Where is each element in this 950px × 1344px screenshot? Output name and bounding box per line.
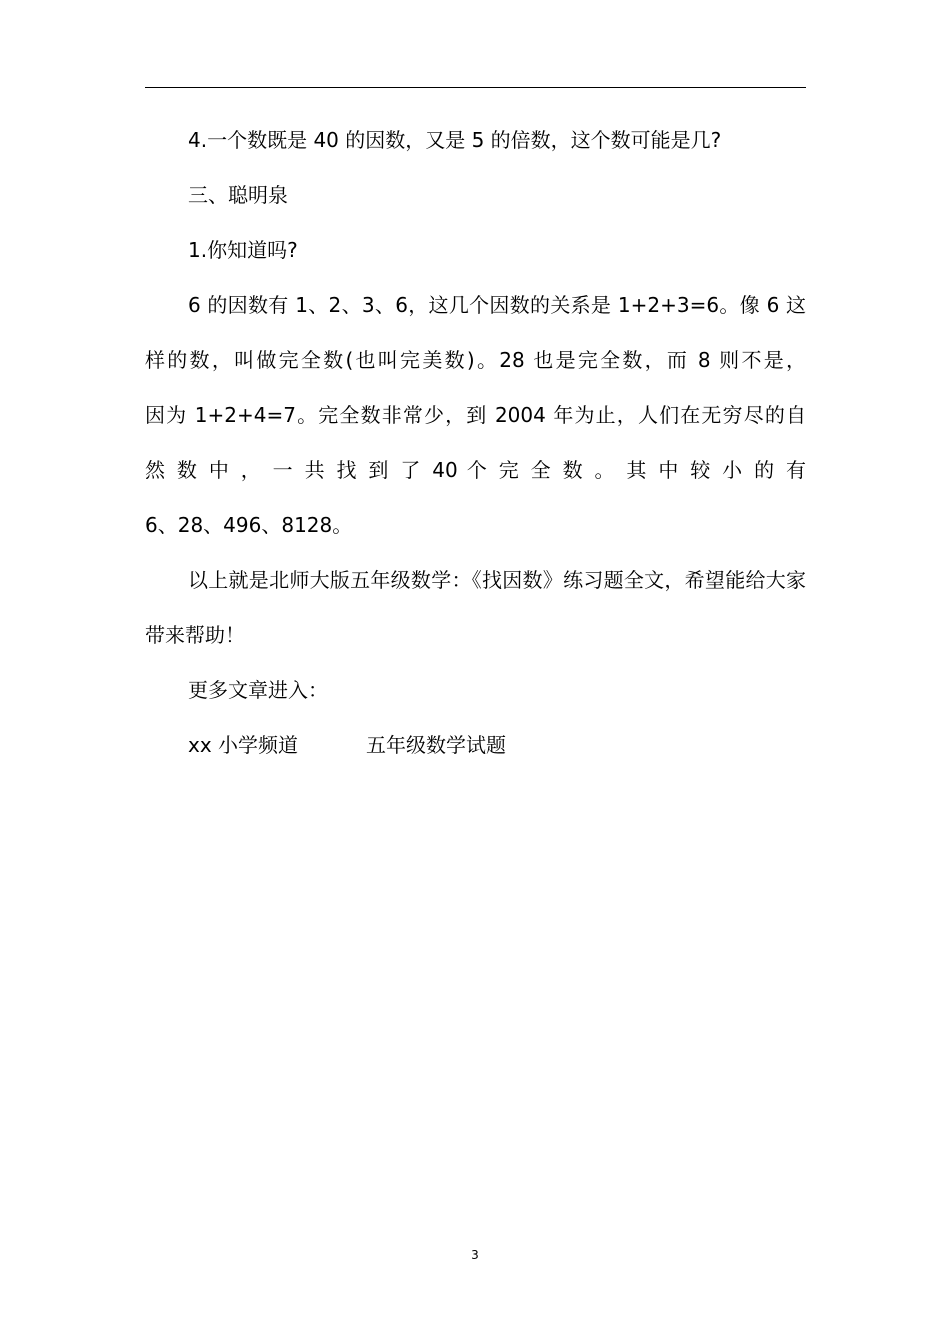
perfect-number-line-3: 因为 1+2+4=7。完全数非常少，到 2004 年为止，人们在无穷尽的自 [145, 403, 806, 427]
section-3-title: 三、聪明泉 [188, 183, 288, 207]
closing-paragraph: 以上就是北师大版五年级数学：《找因数》练习题全文，希望能给大家带来帮助！ [145, 568, 806, 647]
perfect-number-line-5: 6、28、496、8128。 [145, 513, 353, 537]
perfect-number-line-4: 然 数 中 ， 一 共 找 到 了 40 个 完 全 数 。 其 中 较 小 的 有 [145, 458, 806, 482]
more-articles-label: 更多文章进入： [188, 678, 328, 702]
perfect-number-line-2: 样的数，叫做完全数(也叫完美数)。28 也是完全数，而 8 则不是， [145, 348, 806, 372]
related-links [145, 718, 806, 773]
perfect-number-paragraph [145, 278, 806, 553]
page-number: 3 [471, 1248, 479, 1262]
link-grade-5-math-tests[interactable]: 五年级数学试题 [366, 733, 507, 757]
item-1-title: 1.你知道吗? [188, 238, 298, 262]
header-rule [145, 87, 806, 88]
question-4: 4.一个数既是 40 的因数，又是 5 的倍数，这个数可能是几? [188, 128, 722, 152]
document-body [145, 113, 806, 773]
perfect-number-line-1: 6 的因数有 1、2、3、6，这几个因数的关系是 1+2+3=6。像 6 这 [188, 293, 806, 317]
link-primary-school-channel[interactable]: xx 小学频道 [188, 733, 299, 757]
